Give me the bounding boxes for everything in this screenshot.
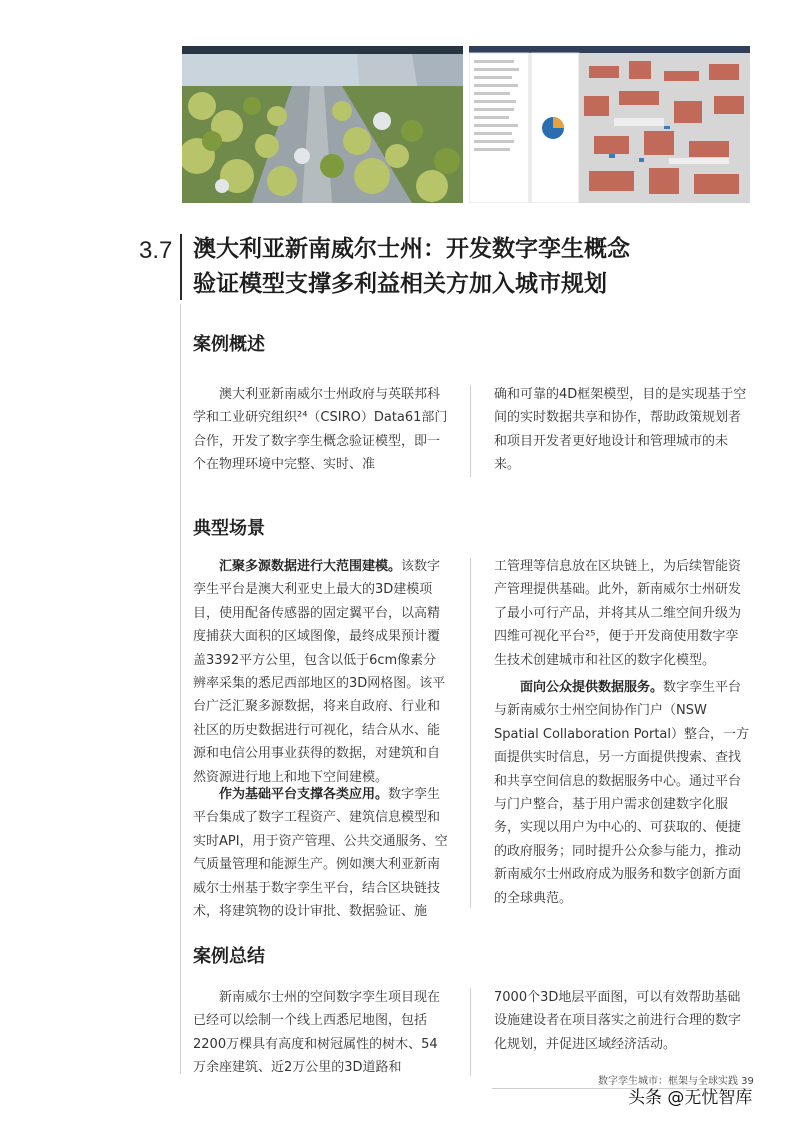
city-street-render-image (182, 46, 463, 203)
scenario-text-2: 数字孪生平台集成了数字工程资产、建筑信息模型和实时API，用于资产管理、公共交通服务、空气质量管理和能源生产。例如澳大利亚新南威尔士州基于数字孪生平台，结合区块链技术，将建筑物的设计审批、数据验证、施 (193, 787, 448, 920)
summary-left-paragraph: 新南威尔士州的空间数字孪生项目现在已经可以绘制一个线上西悉尼地图，包括2200万棵具有高度和树冠属性的树木、54万余座建筑、近2万公里的3D道路和 (193, 990, 441, 1076)
scenarios-heading: 典型场景 (193, 518, 265, 539)
column-divider (470, 988, 471, 1076)
summary-right-paragraph: 7000个3D地层平面图，可以有效帮助基础设施建设者在项目落实之前进行合理的数字化规划，并促进区域经济活动。 (494, 990, 742, 1052)
scenario-paragraph-2 (193, 783, 448, 923)
summary-heading: 案例总结 (193, 946, 265, 967)
scenario-text-4: 数字孪生平台与新南威尔士州空间协作门户（NSW Spatial Collaboration Portal）整合，一方面提供实时信息，另一方面提供搜索、查找和共享空间信息的数据服务中心。通过平台与门户整合，基于用户需求创建数字化服务，实现以用户为中心的、可获取的、便捷的政府服务；同时提升公众参与能力，推动新南威尔士州政府成为服务和数字创新方面的全球典范。 (494, 680, 750, 906)
section-title (193, 232, 753, 302)
overview-heading: 案例概述 (193, 334, 265, 355)
column-divider (470, 558, 471, 908)
overview-left-paragraph: 澳大利亚新南威尔士州政府与英联邦科学和工业研究组织²⁴（CSIRO）Data61部门合作，开发了数字孪生概念验证模型，即一个在物理环境中完整、实时、准 (193, 387, 448, 473)
overview-right-paragraph: 确和可靠的4D框架模型，目的是实现基于空间的实时数据共享和协作，帮助政策规划者和项目开发者更好地设计和管理城市的未来。 (494, 387, 747, 473)
column-divider (470, 385, 471, 477)
scenario-paragraph-3: 工管理等信息放在区块链上，为后续智能资产管理提供基础。此外，新南威尔士州研发了最小可行产品，并将其从二维空间升级为四维可视化平台²⁵，便于开发商使用数字孪生技术创建城市和社区的数字化模型。 (494, 559, 742, 668)
digital-twin-app-image (469, 46, 750, 203)
watermark: 头条 @无忧智库 (628, 1088, 753, 1108)
section-title-line-1: 澳大利亚新南威尔士州：开发数字孪生概念 (193, 236, 630, 262)
page-footer: 数字孪生城市：框架与全球实践 39 (598, 1076, 754, 1087)
scenario-text-1: 该数字孪生平台是澳大利亚史上最大的3D建模项目，使用配备传感器的固定翼平台，以高精度捕获大面积的区域图像，最终成果预计覆盖3392平方公里，包含以低于6cm像素分辨率采集的悉尼西部地区的3D网格图。该平台广泛汇聚多源数据，将来自政府、行业和社区的历史数据进行可视化，结合从水、能源和电信公用事业获得的数据，对建筑和自然资源进行地上和地下空间建模。 (193, 559, 446, 785)
section-number: 3.7 (139, 237, 173, 264)
scenario-lead-2: 作为基础平台支撑各类应用。 (219, 787, 389, 802)
scenario-paragraph-4 (494, 676, 750, 910)
left-margin-rule (180, 304, 181, 1074)
title-divider (180, 234, 182, 300)
section-title-line-2: 验证模型支撑多利益相关方加入城市规划 (193, 271, 607, 297)
scenario-lead-4: 面向公众提供数据服务。 (520, 680, 664, 695)
scenario-lead-1: 汇聚多源数据进行大范围建模。 (219, 559, 402, 574)
scenario-paragraph-1 (193, 555, 448, 789)
